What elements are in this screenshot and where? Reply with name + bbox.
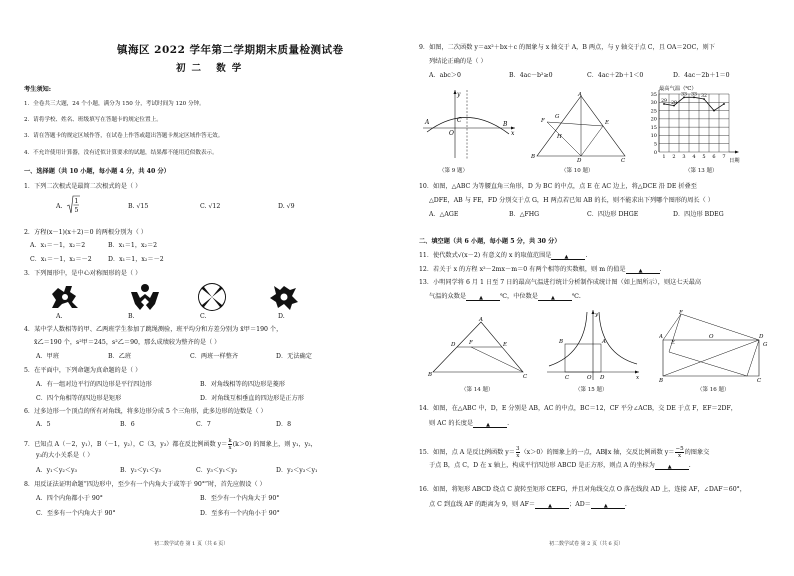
figure-10-triangle [529, 92, 639, 162]
fraction-numerator: k [228, 438, 232, 444]
option-label: B．6 [120, 421, 135, 428]
figure-13-line-chart [645, 82, 755, 164]
svg-text:F: F [541, 118, 545, 124]
question-14-stem: 14．如图，在△ABC 中，D，E 分别是 AB，AC 的中点，BC＝12，CF 平分∠ACB，交 DE 于点 F，EF＝2DF， [419, 405, 737, 412]
question-9-stem: 9．如图，二次函数 y＝ax²＋bx＋c 的图象与 x 轴交于 A，B 两点，与 y 轴交于点 C，且 OA＝2OC，则下 [419, 44, 715, 51]
option-label: B．y₂＜y₁＜y₃ [120, 467, 162, 474]
data-label: 32 [701, 94, 707, 100]
question-11-tail: . [585, 252, 588, 259]
option-label: A．有一组对边平行的四边形是平行四边形 [36, 381, 152, 388]
svg-text:D: D [759, 334, 764, 340]
figure-16-caption: （第 16 题） [697, 387, 730, 393]
question-4-stem-cont: x̄乙＝190 个，s²甲＝245，s²乙＝90，那么成绩较为整齐的是（ ） [34, 339, 221, 346]
x-tick-label: 5 [702, 154, 706, 160]
question-6-stem: 6．过多边形一个顶点的所有对角线，将多边形分成 5 个三角形，此多边形的边数是（ ） [24, 408, 267, 415]
svg-text:A: A [659, 334, 663, 340]
question-15-text: 于点 B，点 C，D 在 x 轴上，构成平行四边形 ABCD 是正方形，则点 A 的坐标为 [429, 462, 655, 469]
question-15-part-2: （x＞0）的图象上的一点，AB∥x 轴，交反比例函数 y＝ [520, 449, 675, 456]
svg-text:O: O [587, 375, 592, 381]
figure-9-parabola [419, 88, 519, 162]
question-12-stem [419, 266, 662, 274]
chart-xlabel: 日期 [729, 158, 740, 164]
question-10-stem: 10．如图，△ABC 为等腰直角三角形，D 为 BC 的中点，点 E 在 AC 边上，将△DCE 沿 DE 折叠至 [419, 183, 697, 190]
figure-14-caption: （第 14 题） [461, 387, 494, 393]
svg-text:y: y [457, 91, 461, 98]
svg-text:C: C [757, 378, 762, 382]
question-15-stem [419, 446, 709, 459]
y-tick-label: 35 [650, 91, 657, 98]
question-15-stem-cont [429, 462, 691, 470]
svg-text:B: B [659, 378, 664, 382]
exam-title: 镇海区 2022 学年第二学期期末质量检测试卷 [117, 44, 344, 56]
question-13-stem: 13．小明同学将 6 月 1 日至 7 日的最高气温进行统计分析制作成统计图（如上图所示），则这七天最高 [419, 279, 702, 286]
notice-item: 1．全卷共三大题，24 个小题，满分为 150 分，考试时间为 120 分钟。 [24, 101, 205, 107]
question-15-part-1: 15．如图，点 A 是反比例函数 y＝ [419, 449, 515, 456]
option-label: C．7 [196, 421, 211, 428]
fraction-numerator: 3 [516, 446, 520, 452]
option-label: C．两班一样整齐 [190, 353, 239, 360]
y-tick-label: 25 [650, 108, 657, 115]
question-2-stem: 2．方程(x－1)(x＋2)＝0 的两根分别为（ ） [24, 229, 147, 236]
answer-blank[interactable] [535, 502, 569, 509]
svg-text:C: C [457, 117, 462, 124]
question-3-stem: 3．下列图形中，是中心对称图形的是（ ） [24, 270, 142, 277]
option-label: D. [278, 313, 285, 320]
question-15-part-3: 的图象交 [684, 449, 710, 456]
question-11-text: 11．使代数式√(x－2) 有意义的 x 的取值范围是 [419, 252, 552, 259]
question-1-stem: 1．下列二次根式是最简二次根式的是（ ） [24, 183, 142, 190]
question-13-tail: ℃. [571, 293, 581, 300]
svg-text:A: A [425, 119, 430, 126]
question-11-stem [419, 252, 587, 260]
option-label: C．四边形 DHGE [587, 211, 639, 218]
option-label: D．四边形 BDEG [673, 211, 724, 218]
figure-15-hyperbola [543, 308, 643, 382]
x-tick-label: 2 [672, 154, 676, 160]
svg-text:x: x [511, 130, 515, 137]
option-label: A. [56, 203, 63, 210]
svg-text:D: D [577, 158, 582, 162]
figure-9-caption: （第 9 题） [439, 168, 468, 174]
svg-text:y: y [595, 312, 599, 318]
option-label: C．至多有一个内角大于 90° [36, 510, 116, 517]
question-14-stem-cont [429, 420, 509, 428]
exam-subtitle: 初二 数学 [176, 63, 248, 74]
y-tick-label: 10 [650, 133, 657, 140]
y-tick-label: 0 [653, 149, 657, 156]
y-tick-label: 15 [650, 124, 657, 131]
figure-b-icon [128, 282, 162, 312]
question-12-tail: . [659, 266, 662, 273]
question-16-mid: ；AD＝ [569, 501, 591, 508]
answer-blank[interactable] [626, 267, 660, 274]
option-label: C．四个角相等的四边形是矩形 [36, 395, 122, 402]
fraction-denominator: x [516, 453, 520, 459]
svg-text:F: F [469, 340, 473, 346]
figure-10-caption: （第 10 题） [561, 168, 594, 174]
option-label: A．甲班 [36, 353, 60, 360]
figure-15-caption: （第 15 题） [575, 387, 608, 393]
answer-blank[interactable] [538, 294, 572, 301]
notice-item: 2．请将学校、姓名、班级填写在答题卡的规定位置上。 [24, 117, 162, 123]
question-16-stem: 16．如图，将矩形 ABCD 绕点 C 旋转至矩形 CEFG，并且对角线交点 O 落在线段 AD 上，连接 AF，∠DAF＝60°， [419, 486, 746, 493]
option-label: D．y₂＜y₃＜y₁ [276, 467, 318, 474]
svg-text:C: C [565, 375, 570, 381]
option-label: B. √15 [128, 203, 149, 210]
question-16-tail: . [624, 501, 627, 508]
fraction-neg5-over-x [675, 446, 683, 459]
figure-14-triangle [427, 316, 531, 380]
option-label: B．△FHG [509, 211, 540, 218]
page-footer-right: 初二数学试卷 第 2 页（共 6 页） [549, 541, 624, 547]
svg-text:C: C [523, 374, 528, 380]
figure-a-icon [48, 282, 82, 312]
data-label: 29 [661, 99, 667, 105]
notice-item: 3．请在答题卡的规定区域作答，在试卷上作答或超出答题卡规定区域作答无效。 [24, 133, 224, 139]
question-7-stem [24, 438, 317, 451]
option-label: B．乙班 [108, 353, 132, 360]
svg-text:G: G [763, 342, 768, 348]
svg-text:B: B [531, 154, 536, 160]
svg-text:x: x [636, 375, 640, 381]
option-label: C．x₁＝－1，x₂＝－2 [30, 256, 92, 263]
option-label: C. [200, 313, 207, 320]
question-13-text: 气温的众数是 [429, 293, 467, 300]
notice-item: 4．不允许使用计算器，没有近似计算要求的试题，结果都不能用近似数表示。 [24, 150, 218, 156]
data-point [723, 103, 725, 105]
question-12-text: 12．若关于 x 的方程 x²－2mx－m＝0 有两个相等的实数根，则 m 的值是 [419, 266, 626, 273]
option-label: A．△AGE [429, 211, 459, 218]
question-7-part-1: 7．已知点 A（－2，y₁），B（－1，y₂），C（3，y₃）都在反比例函数 y＝ [24, 441, 228, 448]
answer-blank[interactable] [551, 252, 588, 260]
svg-text:H: H [557, 134, 562, 140]
option-label: A．abc＞0 [429, 72, 461, 79]
option-label: D．8 [276, 421, 292, 428]
chart-marks [661, 92, 725, 112]
fraction-k-over-x [228, 438, 231, 451]
right-page [397, 0, 794, 576]
fraction-3-over-x [516, 446, 520, 459]
option-label: A．四个内角都小于 90° [36, 495, 103, 502]
svg-text:E: E [605, 120, 610, 126]
svg-text:A: A [602, 339, 606, 345]
svg-text:O: O [709, 334, 714, 340]
section-heading-choice: 一、选择题（共 10 小题，每小题 4 分，共 40 分） [24, 168, 170, 175]
option-label: D．4ac－2b＋1＝0 [673, 72, 730, 79]
svg-text:D: D [600, 375, 605, 381]
question-5-stem: 5．在平面中，下列命题为真命题的是（ ） [24, 367, 142, 374]
svg-text:E: E [671, 340, 676, 346]
svg-text:A: A [479, 317, 483, 323]
option-label: C．4ac＋2b＋1＜0 [587, 72, 644, 79]
option-label: B．至少有一个内角大于 90° [200, 495, 280, 502]
option-label: D．至多有一个内角小于 90° [200, 510, 280, 517]
question-13-mid: ℃，中位数是 [500, 293, 538, 300]
x-axis-arrow [735, 151, 739, 154]
question-10-stem-cont: △DFE，AB 与 FE，FD 分别交于点 G，H 两点若已知 AB 的长，则不能求出下列哪个图形的周长（ ） [429, 197, 714, 204]
question-13-stem-cont [429, 293, 581, 301]
option-label: B．对角线相等的四边形是菱形 [200, 381, 285, 388]
svg-text:F: F [679, 310, 683, 316]
option-label: B．x₁＝1，x₂＝2 [108, 242, 158, 249]
x-tick-label: 4 [692, 154, 696, 160]
option-label: A. [56, 313, 63, 320]
x-tick-label: 3 [682, 154, 686, 160]
figure-d-icon [268, 282, 302, 312]
question-14-tail: . [507, 420, 510, 427]
data-point [713, 110, 715, 112]
svg-text:B: B [503, 121, 508, 128]
notice-heading: 考生须知: [24, 86, 52, 93]
option-label: C．y₃＜y₁＜y₂ [196, 467, 238, 474]
data-label: 33 [681, 92, 687, 98]
fraction-numerator: 1 [74, 198, 79, 205]
option-label: B. [128, 313, 135, 320]
question-8-stem: 8．用反证法证明命题“四边形中，至少有一个内角大于或等于 90°”时，首先应假设（ ） [24, 481, 266, 488]
page-footer-left: 初二数学试卷 第 1 页（共 6 页） [154, 541, 229, 547]
svg-text:A: A [578, 92, 582, 98]
option-label: A．y₁＜y₂＜y₃ [36, 467, 77, 474]
question-4-stem: 4．某中学人数相等的甲、乙两班学生参加了跳绳测验，班平均分和方差分别为 x̄甲＝190 个， [24, 326, 283, 333]
y-tick-label: 5 [653, 141, 657, 148]
answer-blank[interactable] [473, 420, 510, 428]
x-tick-label: 6 [712, 154, 716, 160]
option-label: A．5 [36, 421, 51, 428]
svg-text:E: E [503, 342, 508, 348]
y-tick-label: 20 [650, 116, 657, 123]
figure-c-icon [196, 281, 228, 313]
data-label: 33 [691, 92, 697, 98]
option-label: D．对角线互相垂直的四边形是正方形 [200, 395, 304, 402]
question-9-stem-cont: 列结论正确的是（ ） [429, 58, 487, 65]
answer-blank[interactable] [591, 502, 625, 509]
answer-blank[interactable] [466, 294, 500, 301]
svg-text:D: D [451, 342, 456, 348]
question-16-stem-cont [429, 501, 627, 509]
option-label: C. √12 [200, 203, 221, 210]
question-7-stem-cont: y₃的大小关系是（ ） [36, 452, 94, 459]
option-label: D．无法确定 [276, 353, 312, 360]
option-label: B．4ac－b²≥0 [509, 72, 553, 79]
question-14-text: 则 AC 的长度是 [429, 420, 474, 427]
x-tick-label: 7 [722, 154, 726, 160]
figure-16-rectangles [659, 310, 769, 382]
fraction-denominator: x [677, 453, 682, 459]
section-heading-fill: 二、填空题（共 6 小题，每小题 5 分，共 30 分） [419, 238, 561, 245]
option-label: D. √9 [278, 203, 295, 210]
x-tick-label: 1 [662, 154, 666, 160]
question-15-tail: . [688, 462, 691, 469]
question-7-part-2: (k＞0) 的图象上，则 y₁，y₂， [232, 441, 317, 448]
svg-text:O: O [449, 130, 454, 137]
question-16-text: 点 C 到直线 AF 的距离为 9，则 AF＝ [429, 501, 536, 508]
svg-text:B: B [428, 372, 433, 378]
svg-text:B: B [559, 339, 564, 345]
fraction-denominator: 5 [74, 207, 79, 214]
sqrt-fraction-icon [66, 195, 80, 215]
answer-blank[interactable] [655, 463, 689, 470]
y-tick-label: 30 [650, 100, 657, 107]
figure-13-caption: （第 13 题） [685, 168, 718, 174]
svg-text:G: G [555, 114, 560, 120]
fraction-numerator: −5 [675, 446, 684, 452]
option-label: A．x₁＝－1，x₂＝2 [30, 242, 86, 249]
chart-ylabel: 最高气温（℃） [659, 86, 697, 92]
fraction-denominator: x [228, 445, 232, 451]
svg-text:C: C [621, 158, 626, 162]
option-label: D．x₁＝1，x₂＝－2 [108, 256, 164, 263]
data-label: 28 [671, 100, 677, 106]
